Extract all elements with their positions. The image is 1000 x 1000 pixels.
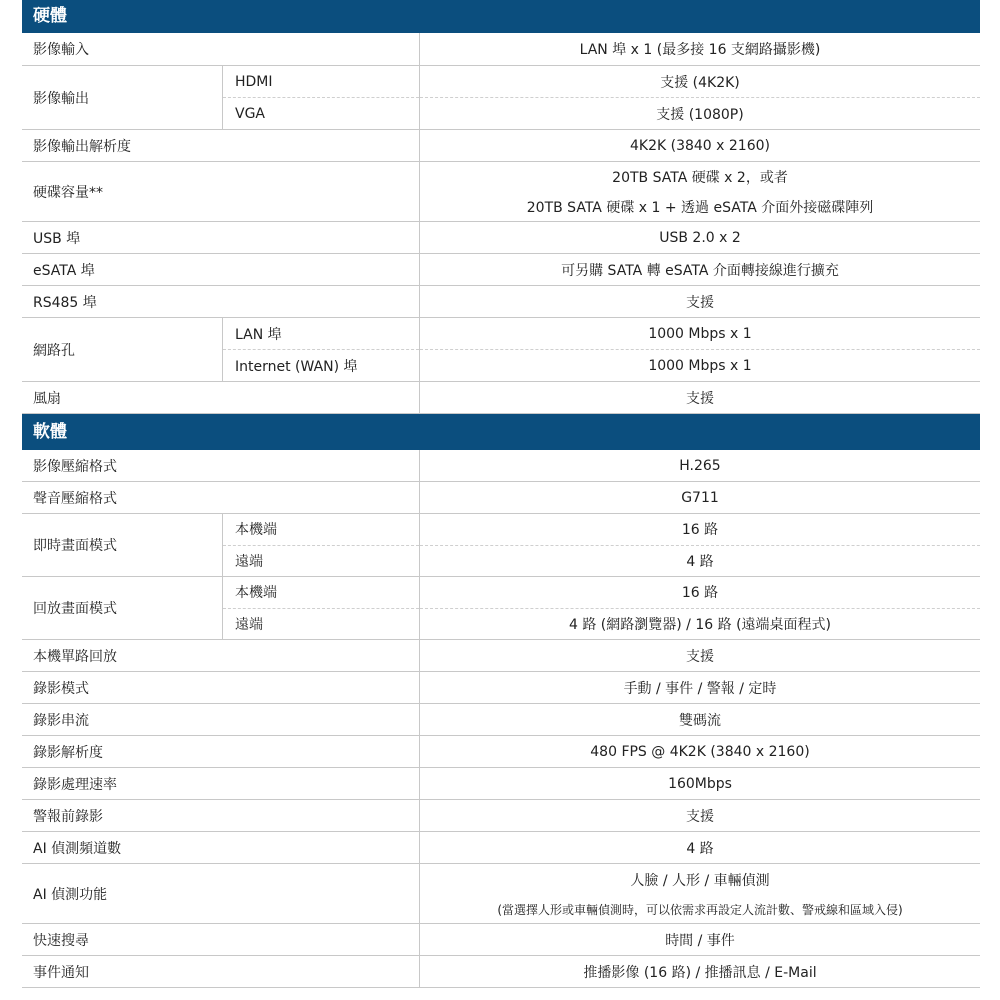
spec-value: 支援 (4K2K)	[660, 74, 740, 91]
spec-value: 雙碼流	[679, 712, 721, 729]
spec-value: 人臉 / 人形 / 車輛偵測	[630, 872, 770, 889]
spec-sublabel: Internet (WAN) 埠	[223, 349, 419, 381]
spec-row-record-stream	[22, 704, 980, 736]
spec-sublabel: 本機端	[235, 522, 277, 539]
spec-label: 快速搜尋	[22, 924, 420, 955]
spec-label: 本機單路回放	[22, 640, 420, 671]
spec-sublabel: LAN 埠	[235, 326, 282, 343]
spec-sublabel: 本機端	[235, 585, 277, 602]
spec-label: 即時畫面模式	[22, 514, 223, 576]
spec-row-ai-channels	[22, 832, 980, 864]
spec-value: 4 路	[686, 840, 714, 857]
spec-value: 推播影像 (16 路) / 推播訊息 / E-Mail	[583, 964, 817, 981]
spec-label: eSATA 埠	[22, 254, 420, 285]
spec-value: 20TB SATA 硬碟 x 1 + 透過 eSATA 介面外接磁碟陣列	[526, 199, 874, 216]
spec-row-quick-search	[22, 924, 980, 956]
spec-label: 錄影串流	[22, 704, 420, 735]
section-header-hardware: 硬體	[22, 0, 980, 33]
spec-label: 回放畫面模式	[22, 577, 223, 639]
spec-value: LAN 埠 x 1 (最多接 16 支網路攝影機)	[579, 42, 821, 58]
spec-label: USB 埠	[22, 222, 420, 253]
spec-value: G711	[681, 489, 719, 506]
spec-value: 1000 Mbps x 1	[648, 325, 752, 342]
spec-label: AI 偵測頻道數	[22, 832, 420, 863]
spec-row-audio-codec	[22, 482, 980, 514]
spec-value: 支援	[686, 648, 714, 665]
spec-value: 4 路 (網路瀏覽器) / 16 路 (遠端桌面程式)	[420, 608, 980, 640]
spec-sublabel: 遠端	[223, 608, 419, 640]
spec-value: 4K2K (3840 x 2160)	[630, 137, 770, 154]
spec-label: 錄影模式	[22, 672, 420, 703]
spec-label: 硬碟容量**	[22, 162, 420, 221]
spec-row-pre-alarm	[22, 800, 980, 832]
spec-sheet	[22, 0, 980, 988]
spec-sublabel: VGA	[223, 97, 419, 129]
spec-row-network	[22, 318, 980, 382]
section-header-software: 軟體	[22, 414, 980, 450]
spec-label: 影像輸入	[22, 33, 420, 65]
spec-value: 16 路	[681, 522, 719, 539]
spec-label: 網路孔	[22, 318, 223, 381]
spec-value: 160Mbps	[668, 775, 732, 792]
spec-value: 時間 / 事件	[665, 932, 735, 949]
spec-row-rs485	[22, 286, 980, 318]
spec-label: 影像輸出	[22, 66, 223, 129]
spec-label: RS485 埠	[22, 286, 420, 317]
spec-value: USB 2.0 x 2	[659, 229, 741, 246]
spec-value: 支援	[686, 808, 714, 825]
spec-value: 20TB SATA 硬碟 x 2，或者	[612, 170, 788, 186]
spec-value: 4 路	[420, 545, 980, 577]
spec-note: (當選擇人形或車輛偵測時，可以依需求再設定人流計數、警戒線和區域入侵)	[497, 902, 903, 917]
spec-label: 錄影解析度	[22, 736, 420, 767]
spec-row-video-codec	[22, 450, 980, 482]
spec-value: 480 FPS @ 4K2K (3840 x 2160)	[590, 743, 810, 760]
spec-row-notification	[22, 956, 980, 988]
spec-row-video-output	[22, 66, 980, 130]
spec-row-playback-mode	[22, 577, 980, 640]
spec-row-esata	[22, 254, 980, 286]
spec-row-single-playback	[22, 640, 980, 672]
spec-value: 支援	[686, 294, 714, 311]
spec-value: 1000 Mbps x 1	[420, 349, 980, 381]
spec-value: 支援	[686, 390, 714, 407]
spec-row-output-resolution	[22, 130, 980, 162]
spec-value: 可另購 SATA 轉 eSATA 介面轉接線進行擴充	[561, 262, 839, 279]
spec-sublabel: HDMI	[235, 73, 273, 90]
spec-value: 支援 (1080P)	[420, 97, 980, 129]
spec-label: 影像輸出解析度	[22, 130, 420, 161]
spec-label: 聲音壓縮格式	[22, 482, 420, 513]
spec-value: H.265	[679, 457, 721, 474]
spec-sublabel: 遠端	[223, 545, 419, 577]
spec-row-record-mode	[22, 672, 980, 704]
spec-row-fan	[22, 382, 980, 414]
spec-row-usb	[22, 222, 980, 254]
spec-row-live-mode	[22, 514, 980, 577]
spec-label: AI 偵測功能	[22, 864, 420, 923]
spec-value: 16 路	[681, 585, 719, 602]
spec-row-hdd-capacity	[22, 162, 980, 222]
spec-label: 警報前錄影	[22, 800, 420, 831]
spec-row-record-resolution	[22, 736, 980, 768]
spec-label: 影像壓縮格式	[22, 450, 420, 481]
spec-label: 事件通知	[22, 956, 420, 987]
spec-value: 手動 / 事件 / 警報 / 定時	[623, 680, 777, 697]
spec-label: 錄影處理速率	[22, 768, 420, 799]
spec-row-record-rate	[22, 768, 980, 800]
spec-row-ai-function	[22, 864, 980, 924]
spec-label: 風扇	[22, 382, 420, 413]
spec-row-video-input	[22, 33, 980, 66]
